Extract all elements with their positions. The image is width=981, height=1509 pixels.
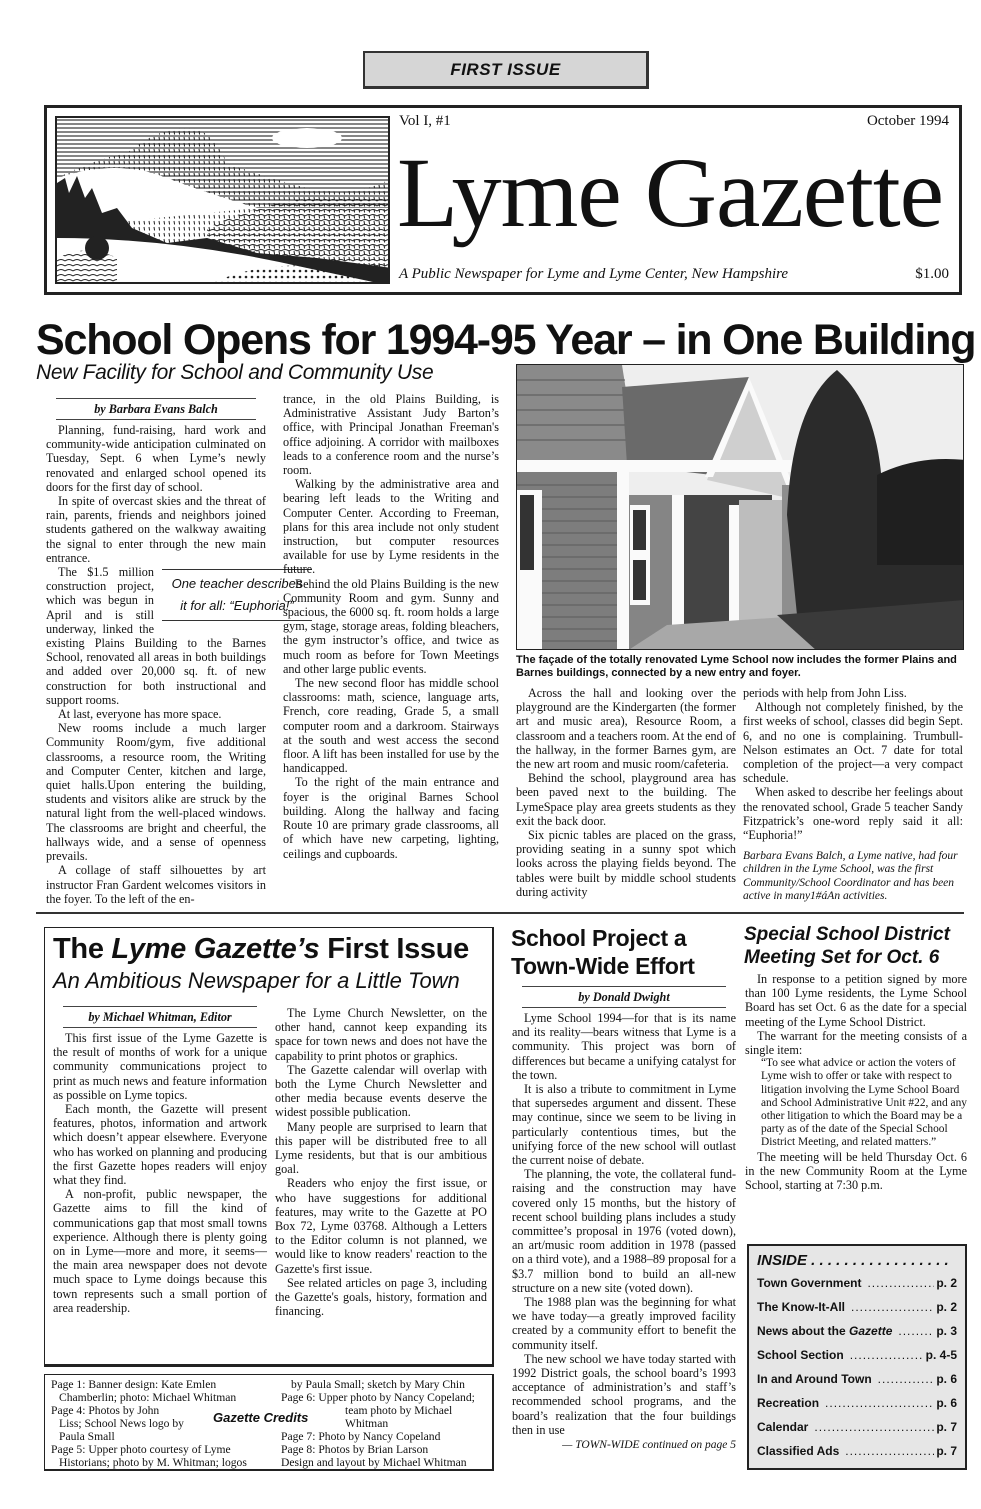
- toc-leader: [850, 1348, 924, 1362]
- paragraph: It is also a tribute to commitment in Lyme that supersedes argument and dissent. These may continue, since we seem to be living in particularly contentious times, but the unifying force of the new school will outlast the current noise of debate.: [512, 1082, 736, 1168]
- credit-line: Page 6: Upper photo by Nancy Copeland;: [281, 1391, 475, 1404]
- lead-column-2: [283, 392, 499, 861]
- toc-label: Calendar: [757, 1420, 809, 1434]
- lead-headline: School Opens for 1994-95 Year – in One Building: [36, 316, 976, 364]
- inside-contents-box: [747, 1244, 967, 1470]
- paragraph: A collage of staff silhouettes by art instructor Fran Gardent welcomes visitors in the foyer. To the left of the en-: [46, 863, 266, 906]
- lead-byline: by Barbara Evans Balch: [56, 398, 256, 420]
- credit-line: Page 4: Photos by John: [51, 1404, 160, 1417]
- newspaper-title: Lyme Gazette: [397, 137, 944, 248]
- toc-label: In and Around Town: [757, 1372, 872, 1386]
- toc-label: Town Government: [757, 1276, 862, 1290]
- toc-label-italic: Gazette: [849, 1324, 893, 1338]
- paragraph: In response to a petition signed by more than 100 Lyme residents, the Lyme School Board has set Oct. 6 as the date for a special meeting of the Lyme School District.: [745, 972, 967, 1029]
- toc-item-school-section[interactable]: [757, 1348, 957, 1372]
- toc-page: p. 2: [936, 1300, 957, 1314]
- school-facade-photo: [516, 364, 964, 650]
- landscape-drawing: [57, 118, 390, 284]
- paragraph: In spite of overcast skies and the threat of rain, parents, friends and neighbors joined students gathered on the walkway awaiting the signal to enter through the new main entrance.: [46, 494, 266, 565]
- toc-page: p. 4-5: [925, 1348, 957, 1362]
- credit-line: team photo by Michael: [345, 1404, 453, 1417]
- paragraph: When asked to describe her feelings about the renovated school, Grade 5 teacher Sandy Fitzpatrick’s one-word reply said it all: “Euphoria!”: [743, 785, 963, 843]
- paragraph-text: The $1.5 million construction project, which was begun in April and is still underway, linked the existing Plains Building to the Barnes School, renovated all areas in both buildings and added over 20,000 sq. ft. of new construction for both instructional and support rooms.: [46, 565, 266, 707]
- paragraph: Readers who enjoy the first issue, or who have suggestions for additional features, may write to the Gazette at PO Box 72, Lyme 03768. Although a Letters to the Editor column is not planned, we would like to know readers' reaction to the Gazette's first issue.: [275, 1176, 487, 1276]
- paragraph: Many people are surprised to learn that this paper will be distributed free to all Lyme residents, but that is our ambitious goal.: [275, 1119, 487, 1177]
- pull-quote-line: One teacher describes: [171, 576, 303, 592]
- toc-label: Classified Ads: [757, 1444, 840, 1458]
- mountain-landscape-illustration: [55, 116, 390, 284]
- toc-item-town-government[interactable]: [757, 1276, 957, 1300]
- project-story-headline: School Project a Town-Wide Effort: [511, 925, 695, 979]
- paragraph: trance, in the old Plains Building, is Administrative Assistant Judy Barton’s office, with Principal Jonathan Freeman's office adjoining. A corridor with mailboxes leads to a conference room and the nurse’s room.: [283, 392, 499, 478]
- headline-part: The: [53, 933, 112, 965]
- paragraph: Six picnic tables are placed on the grass, providing seating in a sunny spot which looks across the playing fields beyond. The tables were built by middle school students during activity: [516, 828, 736, 899]
- continued-on-link[interactable]: — TOWN-WIDE continued on page 5: [562, 1439, 736, 1452]
- author-note: Barbara Evans Balch, a Lyme native, had four children in the Lyme School, was the first Community/School Coordinator and has been active in many1#áAn activities.: [743, 850, 958, 902]
- gazette-story-headline: [53, 932, 469, 966]
- meeting-story-headline: Special School District Meeting Set for Oct. 6: [744, 924, 950, 968]
- toc-leader: [845, 1444, 934, 1458]
- toc-label: The Know-It-All: [757, 1300, 845, 1314]
- credit-line: Page 5: Upper photo courtesy of Lyme: [51, 1443, 231, 1456]
- toc-page: p. 7: [936, 1420, 957, 1434]
- toc-leader: [898, 1324, 934, 1338]
- project-story-column: [512, 986, 736, 1452]
- first-issue-label: FIRST ISSUE: [450, 59, 561, 79]
- paragraph: Across the hall and looking over the playground are the Kindergarten (the former art and music area), Resource Room, a classroom and a teachers room. At the end of the hallway, in the former Barnes gym, are the new art room and music room/cafeteria.: [516, 686, 736, 772]
- toc-item-classified-ads[interactable]: [757, 1444, 957, 1468]
- section-divider: [36, 912, 964, 914]
- paragraph: To the right of the main entrance and foyer is the original Barnes School building. Along the hallway and facing Route 10 are primary grade classrooms, all of which have new carpeting, lighting, ceilings and cupboards.: [283, 775, 499, 861]
- paragraph: Walking by the administrative area and bearing left leads to the Writing and Computer Center. According to Freeman, plans for this area include not only student instruction, but computer resources available for use by Lyme residents in the future.: [283, 477, 499, 577]
- toc-leader: [825, 1396, 934, 1410]
- paragraph: periods with help from John Liss.: [743, 686, 907, 700]
- paragraph: The new school we have today started with 1992 District goals, the school board’s 1993 acceptance of administration’s and staff’s recommended school programs, and the board’s realization that the four buildings then in use: [512, 1351, 736, 1437]
- credit-line: Chamberlin; photo: Michael Whitman: [59, 1391, 237, 1404]
- toc-label: School Section: [757, 1348, 844, 1362]
- paragraph: This first issue of the Lyme Gazette is the result of months of work for a unique community communications project to print as much news and feature information as possible on Lyme topics.: [53, 1031, 267, 1102]
- gazette-byline: by Michael Whitman, Editor: [63, 1006, 257, 1028]
- paragraph: The Gazette calendar will overlap with both the Lyme Church Newsletter and other media because events deserve the widest possible publication.: [275, 1062, 487, 1120]
- toc-label: [757, 1324, 892, 1338]
- paragraph: Lyme School 1994—for that is its name and its reality—bears witness that Lyme is a community. This project was born of differences but became a unifying catalyst for the town.: [512, 1011, 736, 1082]
- gazette-story-subhead: An Ambitious Newspaper for a Little Town: [53, 968, 460, 993]
- credits-title: Gazette Credits: [213, 1410, 309, 1425]
- paragraph: The meeting will be held Thursday Oct. 6 in the new Community Room at the Lyme School, starting at 7:30 p.m.: [745, 1149, 967, 1193]
- tagline: A Public Newspaper for Lyme and Lyme Center, New Hampshire: [399, 266, 789, 282]
- credit-line: by Paula Small; sketch by Mary Chin: [291, 1378, 465, 1391]
- toc-leader: [814, 1420, 934, 1434]
- toc-item-recreation[interactable]: [757, 1396, 957, 1420]
- project-byline: by Donald Dwight: [522, 986, 726, 1008]
- toc-item-know-it-all[interactable]: [757, 1300, 957, 1324]
- paragraph: The 1988 plan was the beginning for what we have today—a greatly improved facility created by a community effort to benefit the community itself.: [512, 1295, 736, 1352]
- inside-title: INSIDE . . . . . . . . . . . . . . . . .: [757, 1252, 949, 1269]
- warrant-quote: “To see what advice or action the voters of Lyme wish to offer or take with respect to litigation involving the Lyme School Board and School Administrative Unit #22, and any other litigation to which the Board may be a party as of the date of the Special School District Meeting, and related matters.”: [761, 1057, 967, 1149]
- masthead: [44, 105, 962, 295]
- price: $1.00: [915, 266, 949, 282]
- credit-line: Whitman: [345, 1417, 389, 1430]
- paragraph: At last, everyone has more space.: [58, 707, 222, 722]
- toc-leader: [867, 1276, 934, 1290]
- issue-date: October 1994: [866, 113, 949, 129]
- headline-italic: Lyme Gazette’s: [111, 933, 320, 965]
- gazette-column-2: [275, 1006, 487, 1318]
- photo-caption: The façade of the totally renovated Lyme School now includes the former Plains and Barnes buildings, connected by a new entry and foyer.: [516, 654, 957, 679]
- paragraph: A non-profit, public newspaper, the Gazette aims to fill the kind of communications gap that most small towns experience. Although there is plenty going on in Lyme—more and more, it seems—the main area newspaper does not devote much space to Lyme doings because this town represents such a small portion of area readership.: [53, 1187, 267, 1315]
- paragraph: The planning, the vote, the collateral fund-raising and the construction may have covered only 15 months, but the history of recent school building plans includes a study committee’s proposal in 1976 (voted down), an art/music room addition in 1978 (passed on a third vote), and a 1988–89 proposal for a $3.7 million bond to build an all-new structure on a new site (voted down).: [512, 1167, 736, 1295]
- headline-part: First Issue: [319, 933, 469, 965]
- paragraph: Behind the school, playground area has been paved next to the building. The LymeSpace play area greets students as they exit the back door.: [516, 771, 736, 828]
- toc-label-part: News about the: [757, 1324, 850, 1338]
- credit-line: Page 7: Photo by Nancy Copeland: [281, 1430, 441, 1443]
- toc-item-in-and-around-town[interactable]: [757, 1372, 957, 1396]
- lead-column-3: [516, 686, 736, 899]
- toc-page: p. 3: [936, 1324, 957, 1338]
- gazette-story-box: [44, 927, 494, 1367]
- lead-subhead: New Facility for School and Community Use: [36, 361, 434, 384]
- toc-label: Recreation: [757, 1396, 820, 1410]
- credit-line: Paula Small: [59, 1430, 115, 1443]
- gazette-column-1: [53, 1006, 267, 1315]
- paragraph: Although not completely finished, by the first weeks of school, classes did begin Sept. 6, and no one is complaining. Trumbull-Nelson estimates an Oct. 7 date for total completion of the project—a very compact schedule.: [743, 700, 963, 786]
- paragraph: The new second floor has middle school classrooms: math, science, language arts, French, core reading, Grade 5, a small computer room and a darkroom. Stairways at the south and west access the second floor. A lift has been installed for use by the handicapped.: [283, 676, 499, 776]
- toc-leader: [878, 1372, 935, 1386]
- credit-line: Historians; photo by M. Whitman; logos: [59, 1456, 247, 1469]
- paragraph: The Lyme Church Newsletter, on the other hand, cannot keep expanding its space for town news and does not have the capability to print photos or graphics.: [275, 1006, 487, 1063]
- meeting-story-column: [745, 972, 967, 1192]
- paragraph: See related articles on page 3, including the Gazette's goals, history, formation and financing.: [275, 1275, 487, 1319]
- gazette-credits-box: [44, 1374, 494, 1471]
- pull-quote-line: it for all: “Euphoria!”: [180, 598, 294, 614]
- paragraph: New rooms include a much larger Community Room/gym, five additional classrooms, a resource room, the Writing and Computer Center, kitchen and large, quiet halls.Upon entering the building, students and visitors alike are struck by the natural light from the well-placed windows. The classrooms are bright and cheerful, the hallways wide, and a sense of openness prevails.: [46, 721, 266, 864]
- toc-page: p. 6: [936, 1396, 957, 1410]
- toc-item-news-about-gazette[interactable]: [757, 1324, 957, 1348]
- toc-page: p. 2: [936, 1276, 957, 1290]
- paragraph: Each month, the Gazette will present features, photos, information and artwork which doesn’t appear elsewhere. Everyone who has worked on planning and producing the first Gazette hopes readers will enjoy what they find.: [53, 1102, 267, 1188]
- credit-line: Page 1: Banner design: Kate Emlen: [51, 1378, 217, 1391]
- paragraph: Planning, fund-raising, hard work and community-wide anticipation culminated on Tuesday, Sept. 6 when Lyme’s newly renovated and enlarged school opened its doors for the first day of school.: [46, 423, 266, 494]
- paragraph: The warrant for the meeting consists of a single item:: [745, 1028, 967, 1058]
- first-issue-banner: [363, 51, 649, 89]
- toc-leader: [851, 1300, 934, 1314]
- toc-page: p. 6: [936, 1372, 957, 1386]
- pull-quote-spacer: [173, 577, 283, 661]
- paragraph: Behind the old Plains Building is the new Community Room and gym. Sunny and spacious, the 6000 sq. ft. room holds a large gym, stage, storage areas, folding bleachers, the gym instructor’s office, and twice as much room as before for Town Meetings and other large public events.: [283, 576, 499, 676]
- toc-page: p. 7: [936, 1444, 957, 1458]
- toc-item-calendar[interactable]: [757, 1420, 957, 1444]
- credit-line: Liss; School News logo by: [59, 1417, 184, 1430]
- school-building-image: [517, 365, 964, 650]
- credit-line: Page 8: Photos by Brian Larson: [281, 1443, 429, 1456]
- lead-column-4: [743, 686, 963, 903]
- volume-number: Vol I, #1: [399, 113, 451, 129]
- credit-line: Design and layout by Michael Whitman: [281, 1456, 467, 1469]
